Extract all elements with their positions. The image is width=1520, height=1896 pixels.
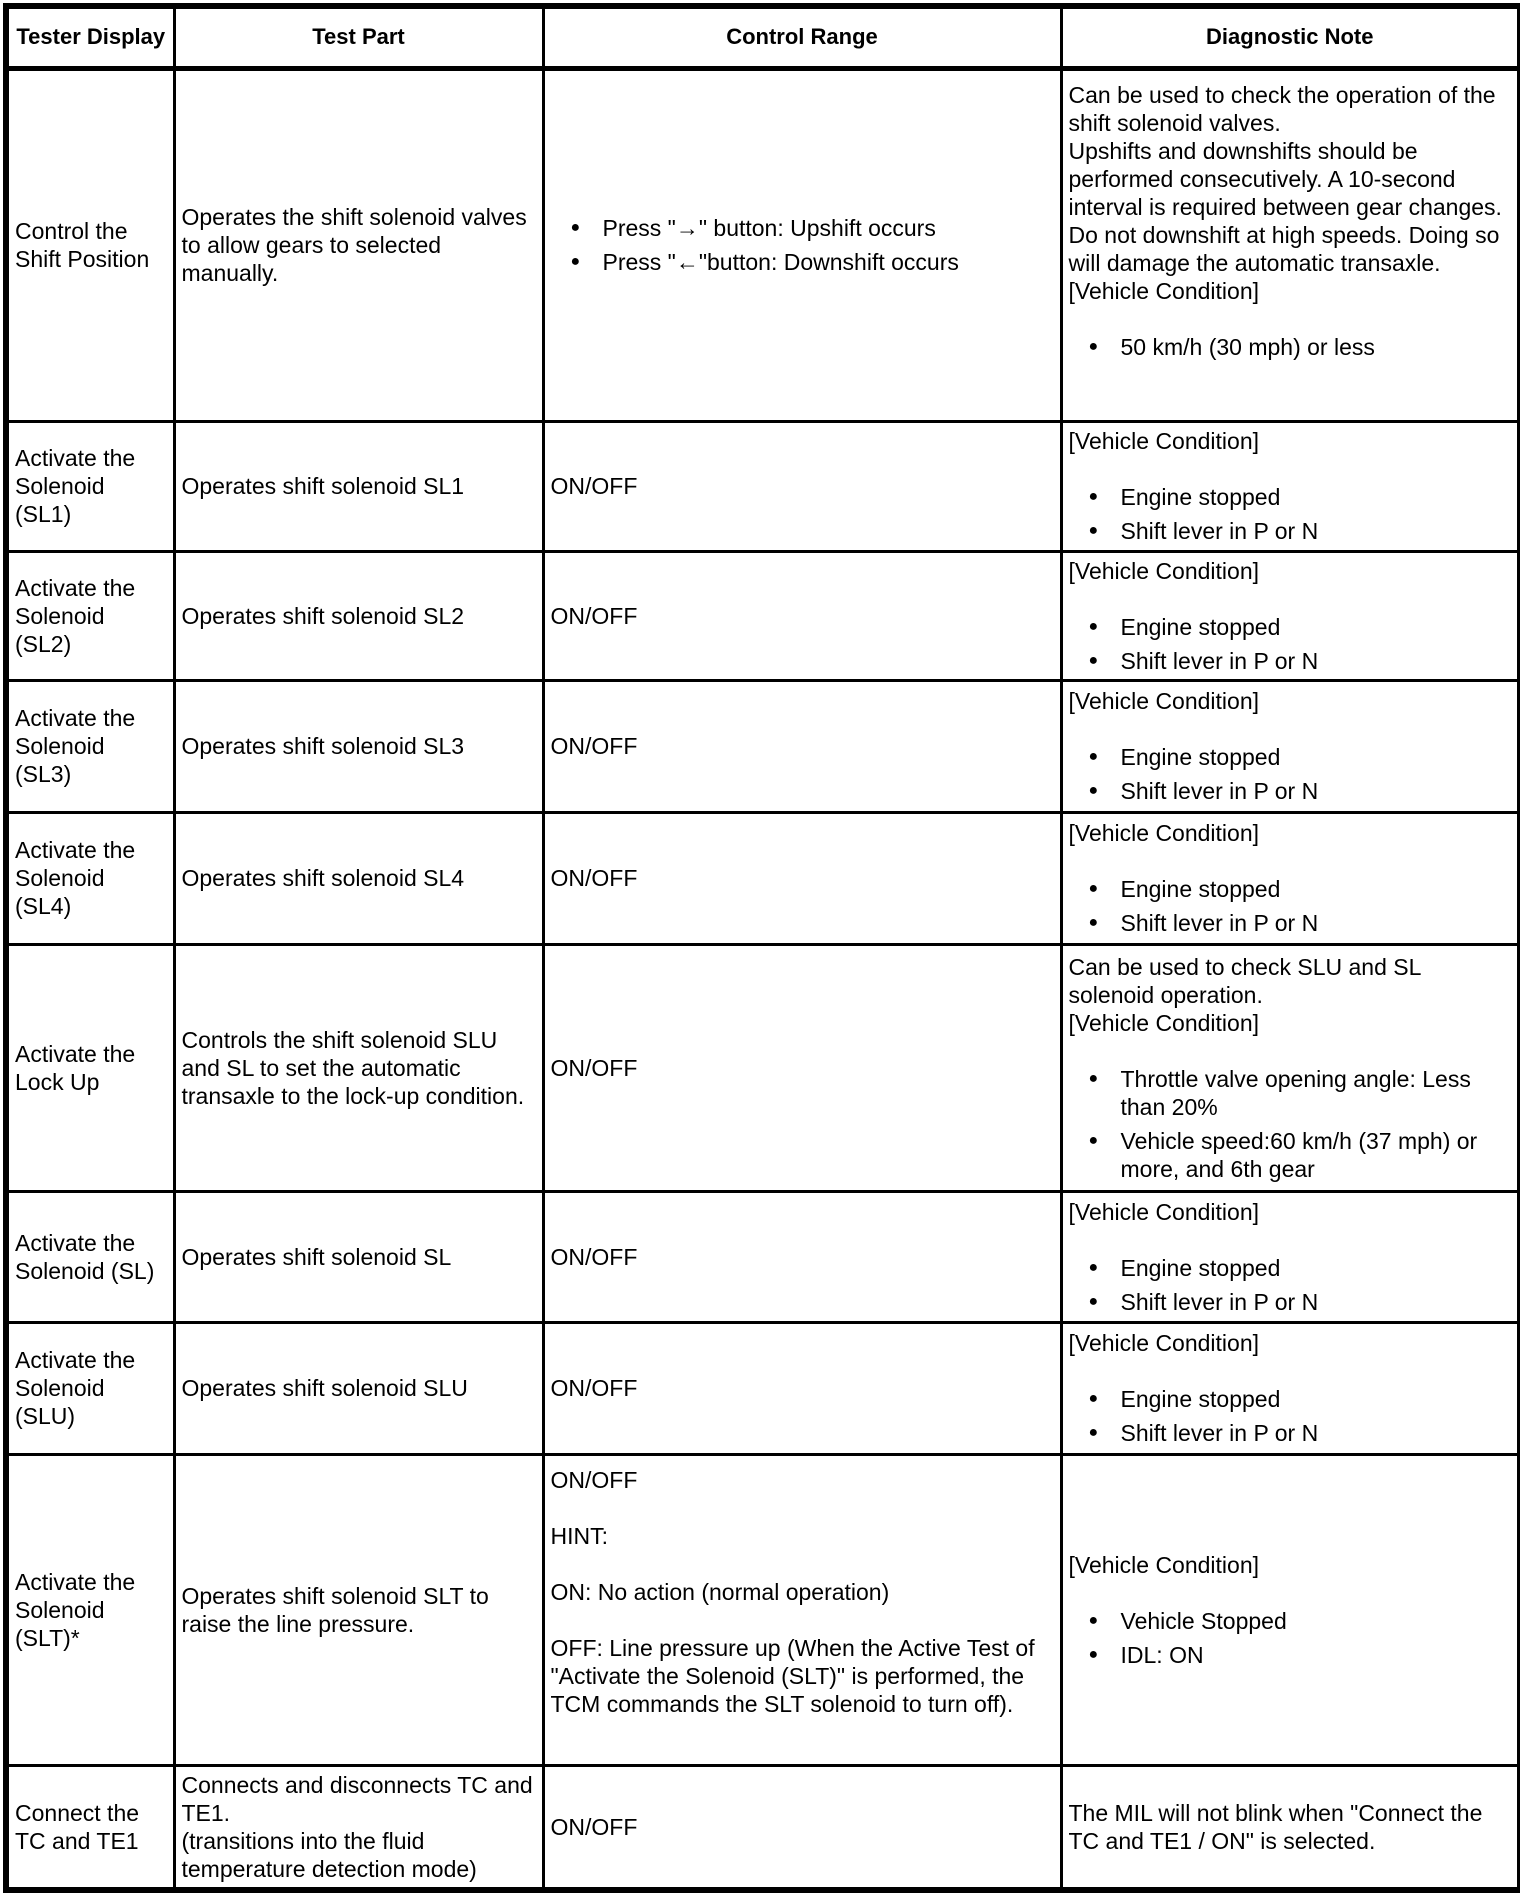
bullet-icon: ● [1088, 488, 1099, 505]
bullet-text: Shift lever in P or N [1120, 647, 1319, 674]
test-part-text: (transitions into the fluid temperature detection mode) [181, 1827, 477, 1882]
bullet-text: 50 km/h (30 mph) or less [1120, 333, 1375, 360]
test-part-text: Operates shift solenoid SL2 [181, 602, 465, 629]
bullet-list [1069, 1385, 1512, 1447]
cell-tester-display [6, 680, 174, 812]
cell-test-part [174, 944, 543, 1191]
bullet-icon: ● [1088, 1424, 1099, 1441]
cell-test-part [174, 812, 543, 944]
test-part-text: Operates shift solenoid SL1 [181, 473, 465, 499]
tester-display-text: Activate the Lock Up [15, 1040, 136, 1095]
table-row [6, 1454, 1520, 1765]
cell-tester-display [6, 1765, 174, 1890]
bullet-text: Shift lever in P or N [1120, 778, 1319, 804]
control-range-text: ON/OFF [550, 602, 638, 629]
test-part-text: Operates shift solenoid SL3 [181, 733, 465, 759]
bullet-text: Press "→" button: Upshift occurs [602, 215, 936, 241]
note-paragraph: [Vehicle Condition] [1068, 1009, 1260, 1036]
bullet-item [1069, 1385, 1512, 1413]
cell-test-part [174, 68, 543, 421]
bullet-item [1069, 1607, 1512, 1635]
control-range-hint: HINT: [550, 1522, 608, 1549]
note-paragraph: Do not downshift at high speeds. Doing so will damage the automatic transaxle. [1068, 221, 1500, 276]
test-part-text: Operates shift solenoid SL4 [181, 865, 465, 891]
bullet-list [1069, 483, 1512, 545]
header-row [6, 6, 1520, 68]
cell-control-range [543, 1765, 1061, 1890]
note-paragraph: Upshifts and downshifts should be performed consecutively. A 10-second interval is required between gear changes. [1068, 137, 1502, 220]
cell-tester-display [6, 1322, 174, 1454]
note-paragraph: [Vehicle Condition] [1068, 1330, 1260, 1356]
bullet-text: Press "←"button: Downshift occurs [602, 249, 959, 275]
cell-tester-display [6, 812, 174, 944]
bullet-text: Engine stopped [1120, 1386, 1281, 1412]
table-row [6, 1765, 1520, 1890]
bullet-icon: ● [1088, 1645, 1099, 1663]
table-row [6, 1191, 1520, 1322]
cell-test-part [174, 1322, 543, 1454]
bullet-text: Engine stopped [1120, 1254, 1281, 1281]
bullet-item [1069, 1419, 1512, 1447]
bullet-list [1069, 875, 1512, 937]
bullet-icon: ● [570, 219, 581, 236]
note-paragraph: [Vehicle Condition] [1068, 1551, 1260, 1578]
bullet-item [1069, 1288, 1512, 1316]
bullet-text: IDL: ON [1120, 1641, 1204, 1668]
bullet-icon: ● [1088, 1292, 1099, 1310]
cell-control-range [543, 421, 1061, 551]
bullet-item [1069, 333, 1512, 361]
note-paragraph: Can be used to check SLU and SL solenoid operation. [1068, 953, 1421, 1008]
cell-control-range [543, 1322, 1061, 1454]
bullet-item [1069, 875, 1512, 903]
cell-control-range [543, 68, 1061, 421]
cell-diagnostic-note [1061, 680, 1520, 812]
bullet-icon: ● [1088, 337, 1099, 355]
control-range-text: ON/OFF [550, 733, 638, 759]
tester-display-text: Activate the Solenoid (SL) [15, 1229, 155, 1284]
bullet-text: Engine stopped [1120, 613, 1281, 640]
cell-diagnostic-note [1061, 1191, 1520, 1322]
cell-diagnostic-note [1061, 944, 1520, 1191]
bullet-item [551, 248, 1054, 276]
bullet-item [1069, 647, 1512, 675]
column-header-test-part: Test Part [174, 6, 543, 68]
cell-tester-display [6, 1454, 174, 1765]
bullet-icon: ● [1088, 748, 1099, 765]
tester-display-text: Activate the Solenoid (SLT)* [15, 1568, 136, 1651]
bullet-item [1069, 743, 1512, 771]
control-range-text: ON/OFF [550, 473, 638, 499]
active-test-table [3, 3, 1520, 1893]
note-paragraph: [Vehicle Condition] [1068, 277, 1260, 304]
table-row [6, 551, 1520, 680]
bullet-item [1069, 613, 1512, 641]
bullet-text: Engine stopped [1120, 744, 1281, 770]
cell-diagnostic-note [1061, 421, 1520, 551]
cell-diagnostic-note [1061, 1454, 1520, 1765]
bullet-icon: ● [1088, 617, 1099, 635]
cell-test-part [174, 421, 543, 551]
bullet-list [551, 214, 1054, 276]
note-paragraph: [Vehicle Condition] [1068, 557, 1260, 584]
cell-diagnostic-note [1061, 551, 1520, 680]
tester-display-text: Activate the Solenoid (SL2) [15, 574, 136, 657]
bullet-list [1069, 1607, 1512, 1669]
bullet-icon: ● [1088, 914, 1099, 931]
table-row [6, 680, 1520, 812]
cell-control-range [543, 680, 1061, 812]
bullet-icon: ● [1088, 1131, 1099, 1149]
control-range-text: ON/OFF [550, 1243, 638, 1270]
cell-tester-display [6, 944, 174, 1191]
cell-control-range [543, 1191, 1061, 1322]
bullet-item [1069, 1127, 1512, 1183]
bullet-text: Engine stopped [1120, 876, 1281, 902]
cell-control-range [543, 551, 1061, 680]
control-range-text: ON/OFF [550, 865, 638, 891]
bullet-text: Shift lever in P or N [1120, 518, 1319, 544]
bullet-item [1069, 1065, 1512, 1121]
bullet-list [1069, 1254, 1512, 1316]
test-part-text: Operates shift solenoid SL [181, 1243, 452, 1270]
bullet-item [1069, 483, 1512, 511]
test-part-text: Controls the shift solenoid SLU and SL to set the automatic transaxle to the lock-up condition. [181, 1026, 525, 1109]
table-row [6, 421, 1520, 551]
bullet-icon: ● [1088, 1258, 1099, 1276]
bullet-item [1069, 777, 1512, 805]
control-range-text: ON/OFF [550, 1054, 638, 1081]
cell-diagnostic-note [1061, 812, 1520, 944]
table-row [6, 812, 1520, 944]
bullet-icon: ● [1088, 1611, 1099, 1629]
bullet-item [1069, 1254, 1512, 1282]
cell-test-part [174, 1191, 543, 1322]
bullet-item [1069, 517, 1512, 545]
cell-tester-display [6, 421, 174, 551]
bullet-icon: ● [1088, 1390, 1099, 1407]
note-paragraph: The MIL will not blink when "Connect the TC and TE1 / ON" is selected. [1068, 1799, 1483, 1854]
bullet-icon: ● [1088, 880, 1099, 897]
column-header-control-range: Control Range [543, 6, 1061, 68]
control-range-text: ON/OFF [550, 1813, 638, 1840]
bullet-item [1069, 909, 1512, 937]
tester-display-text: Activate the Solenoid (SLU) [15, 1347, 136, 1429]
note-paragraph: [Vehicle Condition] [1068, 688, 1260, 714]
tester-display-text: Activate the Solenoid (SL4) [15, 837, 136, 919]
cell-diagnostic-note [1061, 1765, 1520, 1890]
cell-tester-display [6, 68, 174, 421]
bullet-text: Engine stopped [1120, 484, 1281, 510]
cell-diagnostic-note [1061, 1322, 1520, 1454]
bullet-icon: ● [1088, 782, 1099, 799]
bullet-text: Throttle valve opening angle: Less than 20% [1120, 1065, 1471, 1120]
control-range-text: ON/OFF [550, 1466, 638, 1493]
cell-diagnostic-note [1061, 68, 1520, 421]
table-row [6, 1322, 1520, 1454]
bullet-icon: ● [1088, 522, 1099, 539]
cell-test-part [174, 551, 543, 680]
bullet-text: Shift lever in P or N [1120, 1420, 1319, 1446]
control-range-on-text: ON: No action (normal operation) [550, 1578, 890, 1605]
cell-control-range [543, 1454, 1061, 1765]
table-row [6, 944, 1520, 1191]
bullet-list [1069, 1065, 1512, 1183]
bullet-text: Shift lever in P or N [1120, 1288, 1319, 1315]
bullet-text: Vehicle Stopped [1120, 1607, 1287, 1634]
column-header-diagnostic-note: Diagnostic Note [1061, 6, 1520, 68]
bullet-text: Shift lever in P or N [1120, 910, 1319, 936]
bullet-icon: ● [570, 253, 581, 270]
note-paragraph: Can be used to check the operation of the shift solenoid valves. [1068, 81, 1496, 136]
bullet-text: Vehicle speed:60 km/h (37 mph) or more, and 6th gear [1120, 1127, 1478, 1182]
cell-tester-display [6, 551, 174, 680]
test-part-text: Connects and disconnects TC and TE1. [181, 1771, 533, 1826]
tester-display-text: Connect the TC and TE1 [15, 1799, 140, 1854]
note-paragraph: [Vehicle Condition] [1068, 1198, 1260, 1225]
test-part-text: Operates shift solenoid SLU [181, 1375, 468, 1401]
bullet-list [1069, 743, 1512, 805]
tester-display-text: Control the Shift Position [15, 218, 150, 272]
cell-tester-display [6, 1191, 174, 1322]
test-part-text: Operates the shift solenoid valves to allow gears to selected manually. [181, 204, 527, 286]
cell-control-range [543, 944, 1061, 1191]
control-range-off-text: OFF: Line pressure up (When the Active Test of "Activate the Solenoid (SLT)" is performed, the TCM commands the SLT solenoid to turn off). [550, 1634, 1035, 1717]
tester-display-text: Activate the Solenoid (SL1) [15, 445, 136, 527]
cell-test-part [174, 1454, 543, 1765]
cell-control-range [543, 812, 1061, 944]
bullet-list [1069, 613, 1512, 675]
test-part-text: Operates shift solenoid SLT to raise the line pressure. [181, 1582, 489, 1637]
bullet-item [1069, 1641, 1512, 1669]
table-row [6, 68, 1520, 421]
control-range-text: ON/OFF [550, 1375, 638, 1401]
note-paragraph: [Vehicle Condition] [1068, 428, 1260, 454]
bullet-list [1069, 333, 1512, 361]
note-paragraph: [Vehicle Condition] [1068, 820, 1260, 846]
bullet-icon: ● [1088, 1069, 1099, 1087]
column-header-tester-display: Tester Display [6, 6, 174, 68]
cell-test-part [174, 680, 543, 812]
bullet-icon: ● [1088, 651, 1099, 669]
cell-test-part [174, 1765, 543, 1890]
bullet-item [551, 214, 1054, 242]
tester-display-text: Activate the Solenoid (SL3) [15, 705, 136, 787]
